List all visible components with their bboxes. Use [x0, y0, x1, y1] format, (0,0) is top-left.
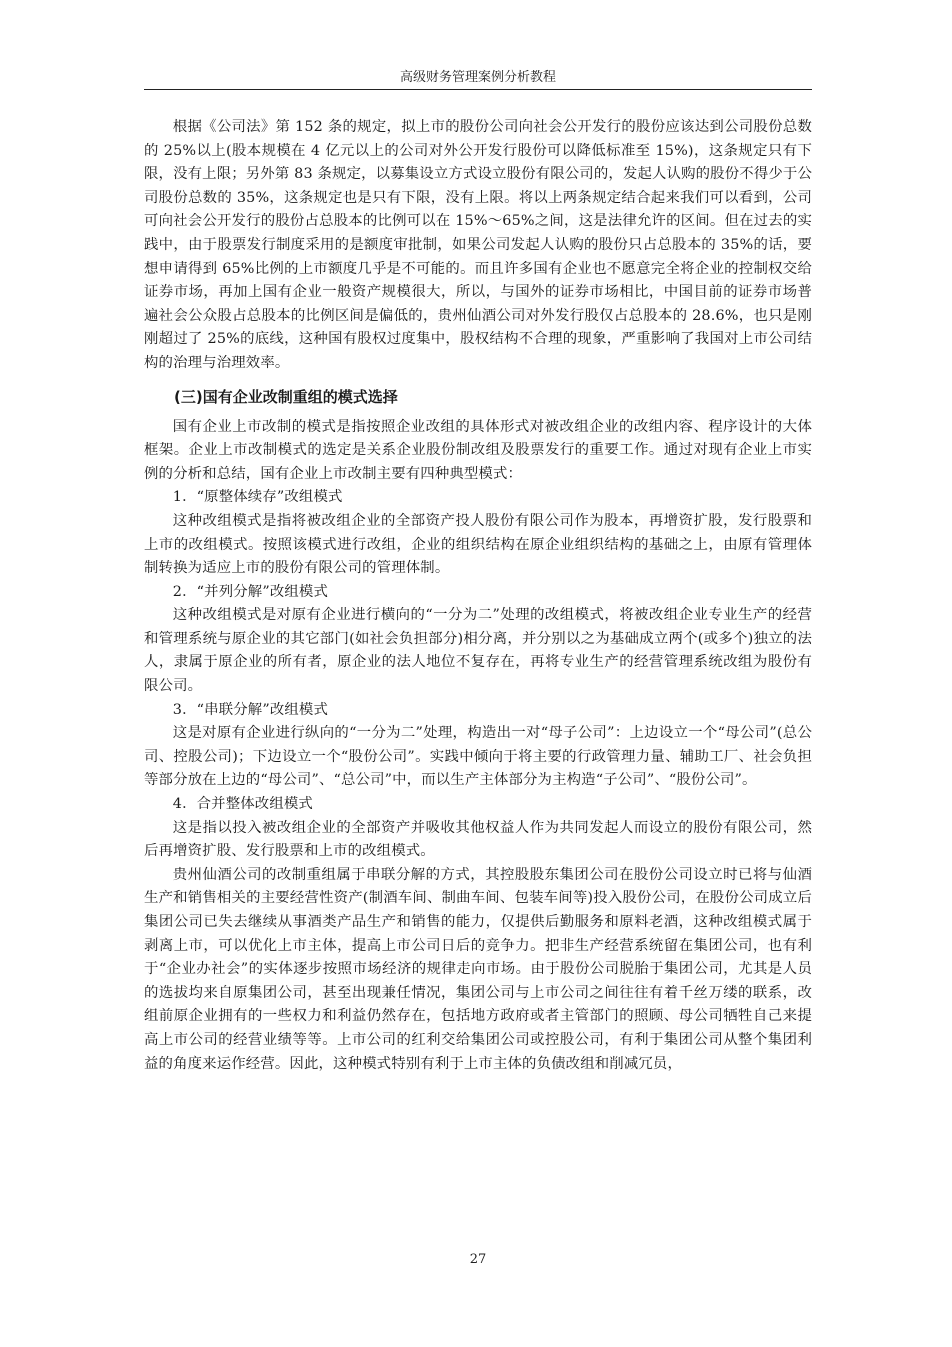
running-header: 高级财务管理案例分析教程	[399, 70, 556, 85]
mode-1-text: 这种改组模式是指将被改组企业的全部资产投人股份有限公司作为股本，再增资扩股，发行股票和上市的改组模式。按照该模式进行改组，企业的组织结构在原企业组织结构的基础之上，由原有管理体制转换为适应上市的股份有限公司的管理体制。	[144, 512, 812, 577]
mode-4-text: 这是指以投入被改组企业的全部资产并吸收其他权益人作为共同发起人而设立的股份有限公司，然后再增资扩股、发行股票和上市的改组模式。	[144, 819, 812, 860]
paragraph-case-analysis: 贵州仙酒公司的改制重组属于串联分解的方式，其控股股东集团公司在股份公司设立时已将与仙酒生产和销售相关的主要经营性资产(制酒车间、制曲车间、包装车间等)投入股份公司，在股份公司成立后集团公司已失去继续从事酒类产品生产和销售的能力，仅提供后勤服务和原料老酒，这种改组模式属于剥离上市，可以优化上市主体，提高上市公司日后的竞争力。把非生产经营系统留在集团公司，也有利于“企业办社会”的实体逐步按照市场经济的规律走向市场。由于股份公司脱胎于集团公司，尤其是人员的选拔均来自原集团公司，甚至出现兼任情况，集团公司与上市公司之间往往有着千丝万缕的联系，改组前原企业拥有的一些权力和利益仍然存在，包括地方政府或者主管部门的照顾、母公司牺牲自己来提高上市公司的经营业绩等等。上市公司的红利交给集团公司或控股公司，有利于集团公司从整个集团利益的角度来运作经营。因此，这种模式特别有利于上市主体的负债改组和削减冗员，	[144, 866, 812, 1072]
mode-2-text: 这种改组模式是对原有企业进行横向的“一分为二”处理的改组模式，将被改组企业专业生产的经营和管理系统与原企业的其它部门(如社会负担部分)相分离，并分别以之为基础成立两个(或多个)独立的法人，隶属于原企业的所有者，原企业的法人地位不复存在，再将专业生产的经营管理系统改组为股份有限公司。	[144, 607, 812, 695]
mode-1-title: 1．“原整体续存”改组模式	[172, 489, 343, 506]
mode-2-title: 2．“并列分解”改组模式	[172, 583, 328, 600]
mode-3-title: 3．“串联分解”改组模式	[172, 701, 328, 718]
section-heading: (三)国有企业改制重组的模式选择	[174, 387, 398, 406]
page-number: 27	[469, 1252, 487, 1267]
body-text	[144, 116, 812, 1076]
header-divider	[144, 89, 812, 90]
paragraph-company-law: 根据《公司法》第 152 条的规定，拟上市的股份公司向社会公开发行的股份应该达到公司股份总数的 25%以上(股本规模在 4 亿元以上的公司对外公开发行股份可以降低标准至 15%)，这条规定只有下限，没有上限；另外第 83 条规定，以募集设立方式设立股份有限公司的，发起人认购的股份不得少于公司股份总数的 35%，这条规定也是只有下限，没有上限。将以上两条规定结合起来我们可以看到，公司可向社会公开发行的股份占总股本的比例可以在 15%～65%之间，这是法律允许的区间。但在过去的实践中，由于股票发行制度采用的是额度审批制，如果公司发起人认购的股份只占总股本的 35%的话，要想申请得到 65%比例的上市额度几乎是不可能的。而且许多国有企业也不愿意完全将企业的控制权交给证券市场，再加上国有企业一般资产规模很大，所以，与国外的证券市场相比，中国目前的证券市场普遍社会公众股占总股本的比例区间是偏低的，贵州仙酒公司对外发行股仅占总股本的 28.6%，也只是刚刚超过了 25%的底线，这种国有股权过度集中，股权结构不合理的现象，严重影响了我国对上市公司结构的治理与治理效率。	[144, 119, 812, 371]
paragraph-restructuring-intro: 国有企业上市改制的模式是指按照企业改组的具体形式对被改组企业的改组内容、程序设计的大体框架。企业上市改制模式的选定是关系企业股份制改组及股票发行的重要工作。通过对现有企业上市实例的分析和总结，国有企业上市改制主要有四种典型模式：	[144, 418, 812, 482]
mode-4-title: 4．合并整体改组模式	[172, 796, 313, 813]
mode-3-text: 这是对原有企业进行纵向的“一分为二”处理，构造出一对“母子公司”：上边设立一个“母公司”(总公司、控股公司)；下边设立一个“股份公司”。实践中倾向于将主要的行政管理力量、辅助工厂、社会负担等部分放在上边的“母公司”、“总公司”中，而以生产主体部分为主构造“子公司”、“股份公司”。	[144, 725, 812, 789]
